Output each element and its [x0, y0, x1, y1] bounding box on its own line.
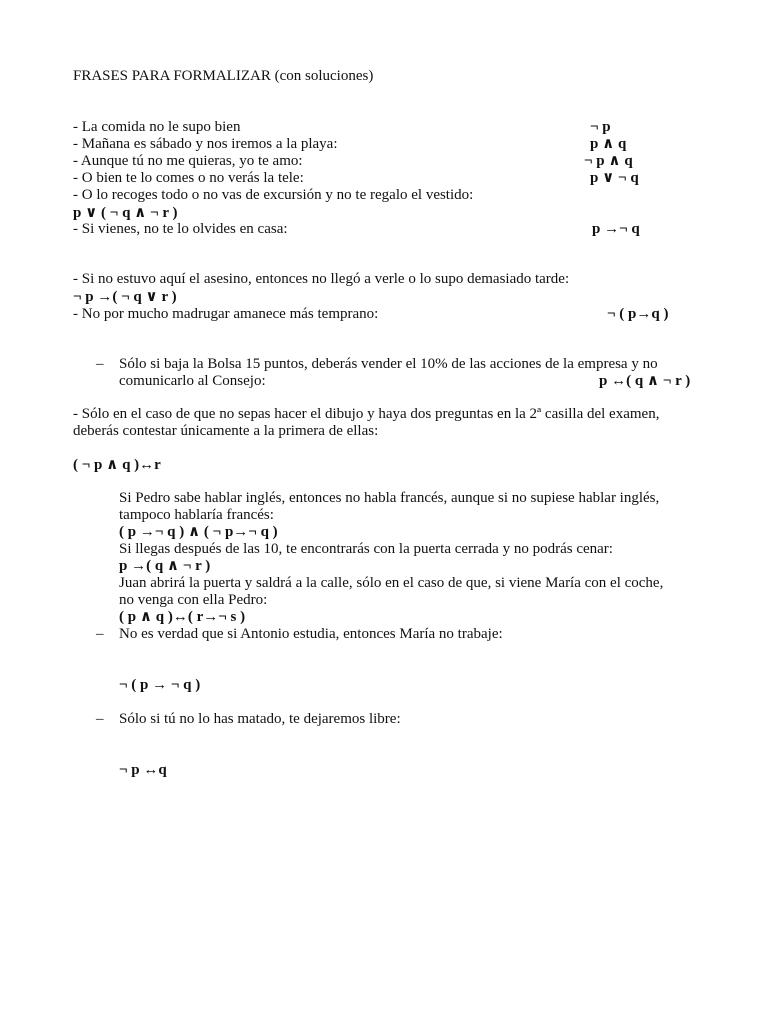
- sentence-4-text: - O bien te lo comes o no verás la tele:: [73, 170, 304, 186]
- sentence-4-solution: p ∨ ¬ q: [590, 170, 639, 186]
- bullet-2-text: No es verdad que si Antonio estudia, entonces María no trabaje:: [119, 626, 503, 642]
- bullet-1-solution: p ↔( q ∧ ¬ r ): [599, 373, 691, 389]
- bullet-dash-3: –: [96, 711, 104, 727]
- sentence-10-solution: ( p →¬ q ) ∧ ( ¬ p→¬ q ): [119, 524, 278, 540]
- sentence-7-solution: ¬ p →( ¬ q ∨ r ): [73, 289, 177, 305]
- sentence-10-text-line1: Si Pedro sabe hablar inglés, entonces no habla francés, aunque si no supiese hablar inglés,: [119, 490, 660, 506]
- sentence-12-text-line1: Juan abrirá la puerta y saldrá a la calle, sólo en el caso de que, si viene María con el coche,: [119, 575, 664, 591]
- bullet-dash-1: –: [96, 356, 104, 372]
- bullet-1-text-line2: comunicarlo al Consejo:: [119, 373, 266, 389]
- sentence-2-text: - Mañana es sábado y nos iremos a la playa:: [73, 136, 338, 152]
- sentence-8-solution: ¬ ( p→q ): [607, 306, 669, 322]
- sentence-5-text: - O lo recoges todo o no vas de excursión y no te regalo el vestido:: [73, 187, 474, 203]
- sentence-10-text-line2: tampoco hablaría francés:: [119, 507, 274, 523]
- sentence-3-solution: ¬ p ∧ q: [584, 153, 633, 169]
- bullet-1-text-line1: Sólo si baja la Bolsa 15 puntos, deberás vender el 10% de las acciones de la empresa y no: [119, 356, 658, 372]
- sentence-1-solution: ¬ p: [590, 119, 611, 135]
- bullet-3-text: Sólo si tú no lo has matado, te dejaremos libre:: [119, 711, 401, 727]
- sentence-8-text: - No por mucho madrugar amanece más temprano:: [73, 306, 379, 322]
- sentence-9-text-line2: deberás contestar únicamente a la primera de ellas:: [73, 423, 379, 439]
- bullet-dash-2: –: [96, 626, 104, 642]
- sentence-7-text: - Si no estuvo aquí el asesino, entonces no llegó a verle o lo supo demasiado tarde:: [73, 271, 570, 287]
- page-title: FRASES PARA FORMALIZAR (con soluciones): [73, 68, 374, 84]
- sentence-6-solution: p →¬ q: [592, 221, 640, 237]
- sentence-9-text-line1: - Sólo en el caso de que no sepas hacer el dibujo y haya dos preguntas en la 2ª casilla del examen,: [73, 406, 660, 422]
- sentence-11-solution: p →( q ∧ ¬ r ): [119, 558, 211, 574]
- sentence-6-text: - Si vienes, no te lo olvides en casa:: [73, 221, 288, 237]
- bullet-3-solution: ¬ p ↔q: [119, 762, 167, 778]
- sentence-2-solution: p ∧ q: [590, 136, 627, 152]
- sentence-12-text-line2: no venga con ella Pedro:: [119, 592, 268, 608]
- sentence-9-solution: ( ¬ p ∧ q )↔r: [73, 457, 161, 473]
- bullet-2-solution: ¬ ( p → ¬ q ): [119, 677, 201, 693]
- sentence-5-solution: p ∨ ( ¬ q ∧ ¬ r ): [73, 205, 178, 221]
- sentence-3-text: - Aunque tú no me quieras, yo te amo:: [73, 153, 303, 169]
- sentence-11-text: Si llegas después de las 10, te encontrarás con la puerta cerrada y no podrás cenar:: [119, 541, 613, 557]
- sentence-12-solution: ( p ∧ q )↔( r→¬ s ): [119, 609, 246, 625]
- sentence-1-text: - La comida no le supo bien: [73, 119, 241, 135]
